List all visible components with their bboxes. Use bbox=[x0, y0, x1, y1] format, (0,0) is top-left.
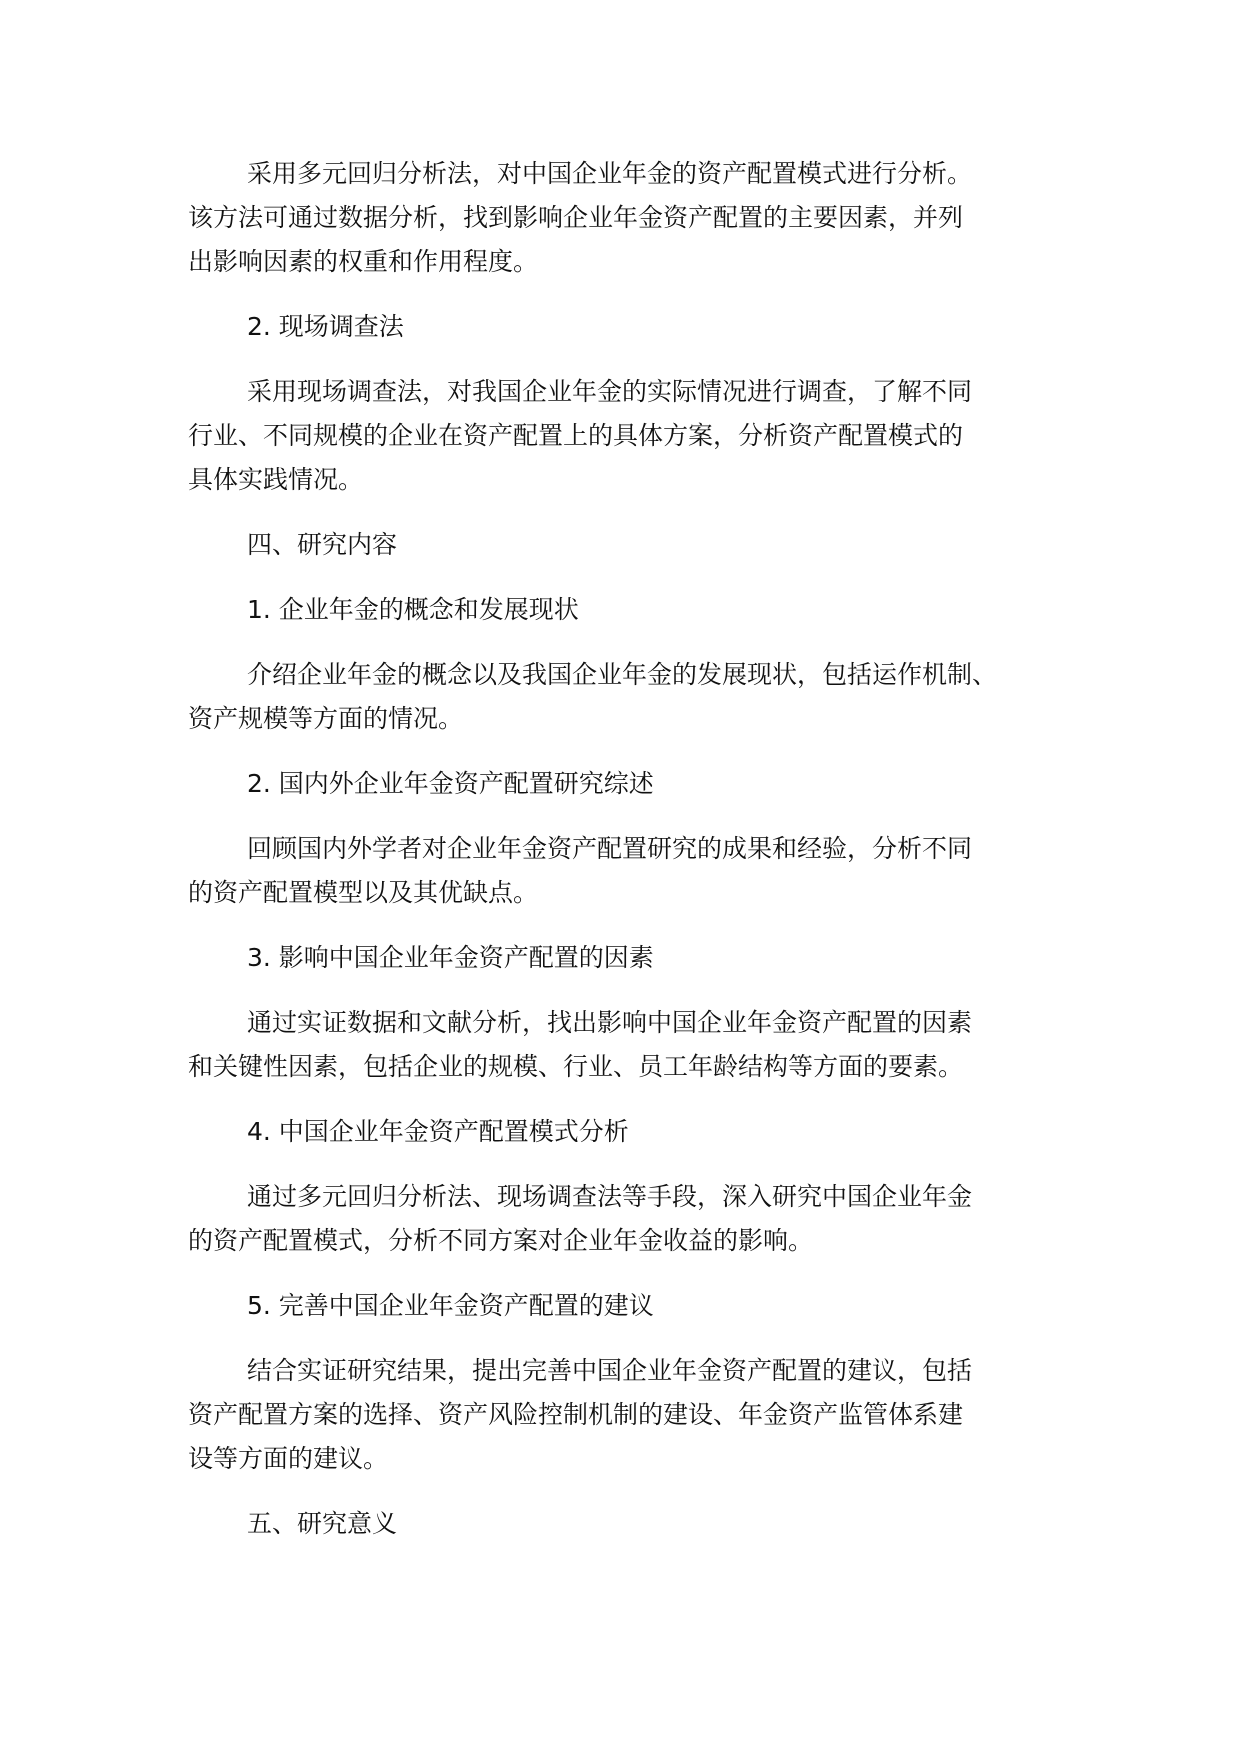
paragraph-line: 采用多元回归分析法，对中国企业年金的资产配置模式进行分析。 bbox=[247, 159, 973, 188]
paragraph-line: 的资产配置模式，分析不同方案对企业年金收益的影响。 bbox=[188, 1226, 814, 1255]
section-heading: 1. 企业年金的概念和发展现状 bbox=[247, 595, 579, 624]
paragraph-line: 设等方面的建议。 bbox=[188, 1444, 389, 1473]
chapter-heading: 四、研究内容 bbox=[247, 530, 398, 559]
chapter-heading: 五、研究意义 bbox=[247, 1509, 398, 1538]
paragraph-line: 通过实证数据和文献分析，找出影响中国企业年金资产配置的因素 bbox=[247, 1008, 973, 1037]
section-heading: 5. 完善中国企业年金资产配置的建议 bbox=[247, 1291, 654, 1320]
section-heading: 2. 国内外企业年金资产配置研究综述 bbox=[247, 769, 654, 798]
paragraph-line: 具体实践情况。 bbox=[188, 465, 364, 494]
paragraph-line: 采用现场调查法，对我国企业年金的实际情况进行调查，了解不同 bbox=[247, 377, 973, 406]
paragraph-line: 的资产配置模型以及其优缺点。 bbox=[188, 878, 539, 907]
paragraph-line: 资产规模等方面的情况。 bbox=[188, 704, 464, 733]
paragraph-line: 该方法可通过数据分析，找到影响企业年金资产配置的主要因素，并列 bbox=[188, 203, 964, 232]
paragraph-line: 行业、不同规模的企业在资产配置上的具体方案，分析资产配置模式的 bbox=[188, 421, 964, 450]
document-body bbox=[188, 152, 1068, 1546]
paragraph-line: 介绍企业年金的概念以及我国企业年金的发展现状，包括运作机制、 bbox=[247, 660, 998, 689]
paragraph-line: 资产配置方案的选择、资产风险控制机制的建设、年金资产监管体系建 bbox=[188, 1400, 964, 1429]
paragraph-line: 结合实证研究结果，提出完善中国企业年金资产配置的建议，包括 bbox=[247, 1356, 973, 1385]
paragraph-line: 通过多元回归分析法、现场调查法等手段，深入研究中国企业年金 bbox=[247, 1182, 973, 1211]
section-heading: 2. 现场调查法 bbox=[247, 312, 404, 341]
section-heading: 3. 影响中国企业年金资产配置的因素 bbox=[247, 943, 654, 972]
paragraph-line: 出影响因素的权重和作用程度。 bbox=[188, 247, 539, 276]
section-heading: 4. 中国企业年金资产配置模式分析 bbox=[247, 1117, 629, 1146]
paragraph-line: 和关键性因素，包括企业的规模、行业、员工年龄结构等方面的要素。 bbox=[188, 1052, 964, 1081]
paragraph-line: 回顾国内外学者对企业年金资产配置研究的成果和经验，分析不同 bbox=[247, 834, 973, 863]
